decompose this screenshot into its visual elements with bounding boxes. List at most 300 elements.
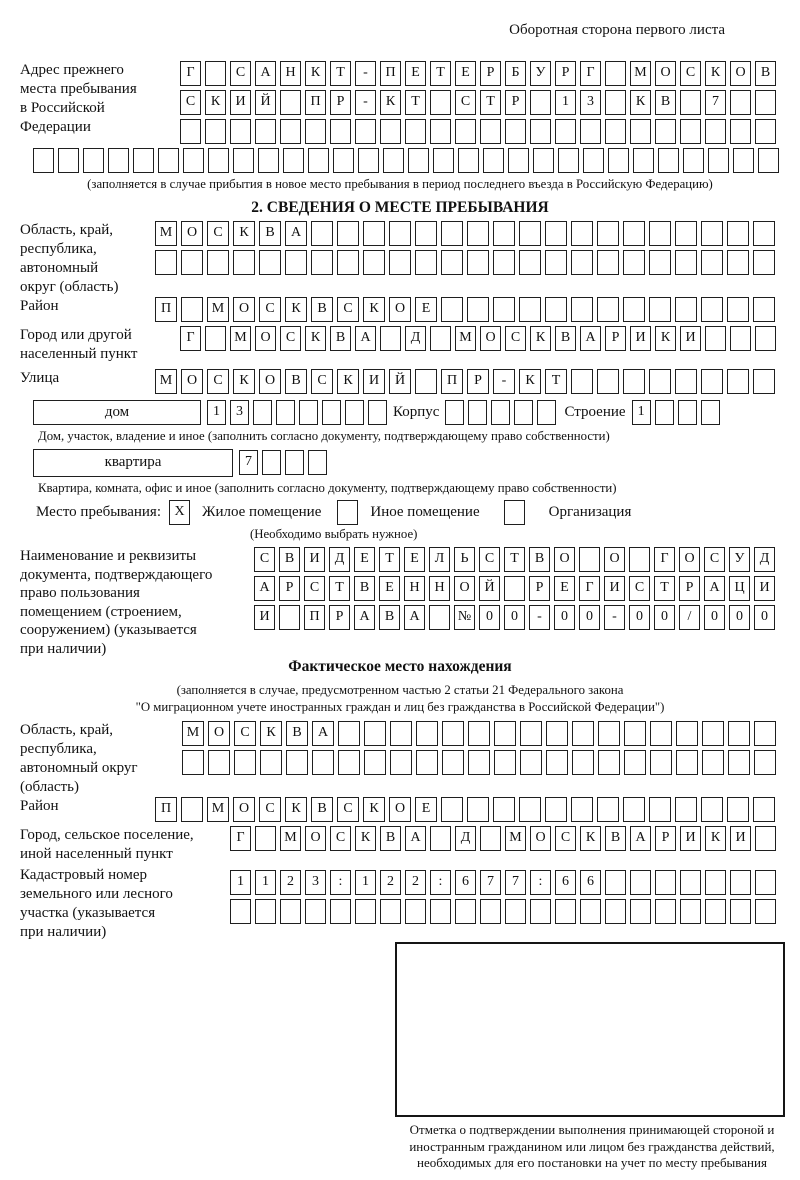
char-cell[interactable]: С <box>479 547 500 572</box>
char-cell[interactable] <box>262 450 281 475</box>
char-cell[interactable]: 0 <box>579 605 600 630</box>
char-cell[interactable]: Р <box>555 61 576 86</box>
char-cell[interactable]: В <box>755 61 776 86</box>
char-cell[interactable]: А <box>355 326 376 351</box>
char-cell[interactable] <box>205 326 226 351</box>
char-cell[interactable]: Н <box>429 576 450 601</box>
char-cell[interactable] <box>305 899 326 924</box>
char-cell[interactable] <box>676 750 698 775</box>
char-cell[interactable] <box>480 826 501 851</box>
char-cell[interactable] <box>276 400 295 425</box>
char-cell[interactable]: М <box>455 326 476 351</box>
char-cell[interactable] <box>519 221 541 246</box>
char-cell[interactable] <box>605 90 626 115</box>
char-cell[interactable]: В <box>380 826 401 851</box>
char-cell[interactable] <box>468 721 490 746</box>
char-cell[interactable] <box>555 899 576 924</box>
char-cell[interactable]: 1 <box>255 870 276 895</box>
char-cell[interactable]: Й <box>389 369 411 394</box>
char-cell[interactable] <box>649 297 671 322</box>
char-cell[interactable] <box>493 221 515 246</box>
char-cell[interactable]: 6 <box>555 870 576 895</box>
char-cell[interactable]: Й <box>479 576 500 601</box>
char-cell[interactable] <box>571 297 593 322</box>
char-cell[interactable]: Е <box>554 576 575 601</box>
char-cell[interactable] <box>533 148 554 173</box>
char-cell[interactable] <box>308 148 329 173</box>
char-cell[interactable]: Й <box>255 90 276 115</box>
char-cell[interactable] <box>283 148 304 173</box>
char-cell[interactable]: Е <box>379 576 400 601</box>
char-cell[interactable]: 7 <box>505 870 526 895</box>
char-cell[interactable] <box>415 250 437 275</box>
char-cell[interactable]: А <box>404 605 425 630</box>
char-cell[interactable]: К <box>655 326 676 351</box>
char-cell[interactable] <box>675 297 697 322</box>
char-cell[interactable] <box>755 899 776 924</box>
char-cell[interactable]: О <box>233 797 255 822</box>
char-cell[interactable] <box>355 119 376 144</box>
char-cell[interactable]: О <box>730 61 751 86</box>
char-cell[interactable] <box>580 899 601 924</box>
char-cell[interactable]: В <box>279 547 300 572</box>
char-cell[interactable]: П <box>305 90 326 115</box>
char-cell[interactable]: С <box>680 61 701 86</box>
char-cell[interactable] <box>545 297 567 322</box>
char-cell[interactable]: Р <box>480 61 501 86</box>
char-cell[interactable] <box>598 721 620 746</box>
char-cell[interactable] <box>493 297 515 322</box>
char-cell[interactable] <box>680 90 701 115</box>
char-cell[interactable] <box>180 119 201 144</box>
char-cell[interactable] <box>345 400 364 425</box>
char-cell[interactable] <box>755 90 776 115</box>
char-cell[interactable] <box>514 400 533 425</box>
char-cell[interactable]: 0 <box>704 605 725 630</box>
char-cell[interactable]: Р <box>279 576 300 601</box>
char-cell[interactable]: Т <box>654 576 675 601</box>
char-cell[interactable] <box>530 90 551 115</box>
char-cell[interactable] <box>730 899 751 924</box>
checkbox-org[interactable] <box>504 500 525 525</box>
char-cell[interactable] <box>597 797 619 822</box>
char-cell[interactable] <box>675 797 697 822</box>
char-cell[interactable]: 6 <box>455 870 476 895</box>
char-cell[interactable]: М <box>182 721 204 746</box>
char-cell[interactable] <box>505 119 526 144</box>
char-cell[interactable] <box>545 250 567 275</box>
char-cell[interactable]: С <box>555 826 576 851</box>
char-cell[interactable] <box>649 221 671 246</box>
char-cell[interactable] <box>208 148 229 173</box>
char-cell[interactable] <box>380 899 401 924</box>
char-cell[interactable] <box>83 148 104 173</box>
char-cell[interactable] <box>364 721 386 746</box>
char-cell[interactable] <box>676 721 698 746</box>
char-cell[interactable]: И <box>254 605 275 630</box>
char-cell[interactable]: К <box>519 369 541 394</box>
char-cell[interactable] <box>494 721 516 746</box>
char-cell[interactable]: 1 <box>207 400 226 425</box>
char-cell[interactable]: Г <box>230 826 251 851</box>
char-cell[interactable]: В <box>311 797 333 822</box>
char-cell[interactable] <box>598 750 620 775</box>
char-cell[interactable] <box>255 119 276 144</box>
char-cell[interactable]: О <box>305 826 326 851</box>
char-cell[interactable]: Р <box>605 326 626 351</box>
char-cell[interactable]: О <box>259 369 281 394</box>
char-cell[interactable] <box>455 899 476 924</box>
char-cell[interactable] <box>680 899 701 924</box>
char-cell[interactable] <box>520 721 542 746</box>
char-cell[interactable]: Е <box>415 297 437 322</box>
char-cell[interactable]: И <box>754 576 775 601</box>
char-cell[interactable] <box>258 148 279 173</box>
char-cell[interactable] <box>181 297 203 322</box>
char-cell[interactable]: К <box>355 826 376 851</box>
char-cell[interactable]: С <box>207 221 229 246</box>
char-cell[interactable]: / <box>679 605 700 630</box>
char-cell[interactable]: Г <box>580 61 601 86</box>
char-cell[interactable] <box>701 797 723 822</box>
char-cell[interactable]: К <box>363 797 385 822</box>
char-cell[interactable] <box>755 826 776 851</box>
char-cell[interactable] <box>623 797 645 822</box>
char-cell[interactable] <box>655 899 676 924</box>
char-cell[interactable]: О <box>389 297 411 322</box>
char-cell[interactable] <box>389 221 411 246</box>
char-cell[interactable] <box>467 297 489 322</box>
char-cell[interactable]: С <box>230 61 251 86</box>
char-cell[interactable]: 0 <box>729 605 750 630</box>
char-cell[interactable] <box>390 721 412 746</box>
char-cell[interactable] <box>546 721 568 746</box>
char-cell[interactable] <box>537 400 556 425</box>
char-cell[interactable]: С <box>259 797 281 822</box>
char-cell[interactable] <box>754 721 776 746</box>
char-cell[interactable] <box>405 899 426 924</box>
char-cell[interactable] <box>701 297 723 322</box>
char-cell[interactable] <box>630 870 651 895</box>
char-cell[interactable]: 0 <box>654 605 675 630</box>
char-cell[interactable] <box>364 750 386 775</box>
char-cell[interactable]: Р <box>330 90 351 115</box>
char-cell[interactable] <box>519 297 541 322</box>
char-cell[interactable] <box>311 221 333 246</box>
char-cell[interactable] <box>491 400 510 425</box>
char-cell[interactable] <box>368 400 387 425</box>
char-cell[interactable]: В <box>330 326 351 351</box>
char-cell[interactable]: О <box>679 547 700 572</box>
char-cell[interactable] <box>230 899 251 924</box>
char-cell[interactable]: В <box>311 297 333 322</box>
char-cell[interactable] <box>299 400 318 425</box>
char-cell[interactable] <box>480 899 501 924</box>
char-cell[interactable] <box>530 899 551 924</box>
char-cell[interactable] <box>655 400 674 425</box>
char-cell[interactable]: Р <box>505 90 526 115</box>
char-cell[interactable]: К <box>705 61 726 86</box>
char-cell[interactable] <box>253 400 272 425</box>
char-cell[interactable]: И <box>630 326 651 351</box>
char-cell[interactable]: 6 <box>580 870 601 895</box>
char-cell[interactable]: В <box>605 826 626 851</box>
char-cell[interactable]: Т <box>504 547 525 572</box>
char-cell[interactable] <box>504 576 525 601</box>
char-cell[interactable] <box>597 250 619 275</box>
char-cell[interactable] <box>441 297 463 322</box>
char-cell[interactable]: Т <box>430 61 451 86</box>
char-cell[interactable] <box>753 250 775 275</box>
char-cell[interactable] <box>430 119 451 144</box>
char-cell[interactable]: 3 <box>305 870 326 895</box>
char-cell[interactable] <box>755 326 776 351</box>
char-cell[interactable]: С <box>311 369 333 394</box>
char-cell[interactable] <box>208 750 230 775</box>
char-cell[interactable]: 0 <box>479 605 500 630</box>
char-cell[interactable]: С <box>629 576 650 601</box>
char-cell[interactable] <box>416 750 438 775</box>
char-cell[interactable] <box>205 61 226 86</box>
char-cell[interactable] <box>363 250 385 275</box>
char-cell[interactable] <box>571 369 593 394</box>
char-cell[interactable]: М <box>505 826 526 851</box>
char-cell[interactable] <box>753 369 775 394</box>
char-cell[interactable]: А <box>255 61 276 86</box>
char-cell[interactable] <box>312 750 334 775</box>
char-cell[interactable] <box>308 450 327 475</box>
char-cell[interactable] <box>390 750 412 775</box>
char-cell[interactable] <box>705 870 726 895</box>
char-cell[interactable] <box>285 450 304 475</box>
char-cell[interactable]: 0 <box>504 605 525 630</box>
char-cell[interactable] <box>108 148 129 173</box>
char-cell[interactable]: М <box>207 297 229 322</box>
char-cell[interactable]: Т <box>405 90 426 115</box>
char-cell[interactable] <box>605 61 626 86</box>
char-cell[interactable] <box>234 750 256 775</box>
char-cell[interactable] <box>181 797 203 822</box>
char-cell[interactable] <box>441 797 463 822</box>
char-cell[interactable]: 2 <box>280 870 301 895</box>
char-cell[interactable] <box>754 750 776 775</box>
char-cell[interactable]: В <box>354 576 375 601</box>
char-cell[interactable] <box>605 899 626 924</box>
char-cell[interactable]: К <box>285 797 307 822</box>
char-cell[interactable]: Р <box>679 576 700 601</box>
char-cell[interactable] <box>363 221 385 246</box>
char-cell[interactable] <box>233 148 254 173</box>
char-cell[interactable]: О <box>530 826 551 851</box>
char-cell[interactable]: Г <box>654 547 675 572</box>
char-cell[interactable] <box>207 250 229 275</box>
char-cell[interactable] <box>311 250 333 275</box>
char-cell[interactable] <box>338 721 360 746</box>
char-cell[interactable]: Е <box>354 547 375 572</box>
char-cell[interactable]: Р <box>655 826 676 851</box>
char-cell[interactable]: А <box>704 576 725 601</box>
char-cell[interactable]: О <box>454 576 475 601</box>
char-cell[interactable] <box>458 148 479 173</box>
char-cell[interactable]: О <box>604 547 625 572</box>
char-cell[interactable]: И <box>304 547 325 572</box>
char-cell[interactable] <box>255 899 276 924</box>
char-cell[interactable]: К <box>233 221 255 246</box>
char-cell[interactable]: К <box>305 61 326 86</box>
char-cell[interactable]: К <box>205 90 226 115</box>
char-cell[interactable]: А <box>580 326 601 351</box>
char-cell[interactable] <box>701 400 720 425</box>
char-cell[interactable]: : <box>430 870 451 895</box>
char-cell[interactable]: М <box>280 826 301 851</box>
char-cell[interactable] <box>430 826 451 851</box>
char-cell[interactable]: И <box>680 826 701 851</box>
char-cell[interactable] <box>519 797 541 822</box>
char-cell[interactable]: Е <box>404 547 425 572</box>
char-cell[interactable] <box>468 400 487 425</box>
char-cell[interactable] <box>572 721 594 746</box>
char-cell[interactable]: 7 <box>239 450 258 475</box>
char-cell[interactable]: И <box>730 826 751 851</box>
char-cell[interactable] <box>455 119 476 144</box>
char-cell[interactable] <box>467 221 489 246</box>
char-cell[interactable] <box>330 899 351 924</box>
char-cell[interactable]: 2 <box>380 870 401 895</box>
char-cell[interactable]: 0 <box>629 605 650 630</box>
char-cell[interactable] <box>727 221 749 246</box>
char-cell[interactable] <box>758 148 779 173</box>
char-cell[interactable] <box>580 119 601 144</box>
char-cell[interactable] <box>624 721 646 746</box>
char-cell[interactable] <box>708 148 729 173</box>
char-cell[interactable] <box>429 605 450 630</box>
char-cell[interactable] <box>380 119 401 144</box>
char-cell[interactable] <box>755 870 776 895</box>
char-cell[interactable]: Е <box>415 797 437 822</box>
char-cell[interactable]: О <box>233 297 255 322</box>
char-cell[interactable] <box>430 899 451 924</box>
char-cell[interactable]: Д <box>329 547 350 572</box>
char-cell[interactable] <box>583 148 604 173</box>
char-cell[interactable] <box>623 297 645 322</box>
char-cell[interactable] <box>286 750 308 775</box>
char-cell[interactable]: Р <box>529 576 550 601</box>
char-cell[interactable] <box>683 148 704 173</box>
char-cell[interactable] <box>571 221 593 246</box>
char-cell[interactable]: С <box>337 297 359 322</box>
char-cell[interactable] <box>733 148 754 173</box>
char-cell[interactable] <box>445 400 464 425</box>
char-cell[interactable] <box>508 148 529 173</box>
char-cell[interactable]: Д <box>754 547 775 572</box>
char-cell[interactable] <box>519 250 541 275</box>
char-cell[interactable] <box>649 797 671 822</box>
char-cell[interactable]: - <box>355 90 376 115</box>
char-cell[interactable] <box>702 750 724 775</box>
char-cell[interactable]: 7 <box>705 90 726 115</box>
char-cell[interactable] <box>623 221 645 246</box>
char-cell[interactable] <box>597 369 619 394</box>
char-cell[interactable] <box>322 400 341 425</box>
char-cell[interactable] <box>338 750 360 775</box>
char-cell[interactable]: Н <box>280 61 301 86</box>
char-cell[interactable]: М <box>155 369 177 394</box>
char-cell[interactable]: С <box>254 547 275 572</box>
char-cell[interactable] <box>467 797 489 822</box>
char-cell[interactable]: А <box>254 576 275 601</box>
char-cell[interactable] <box>730 326 751 351</box>
char-cell[interactable] <box>58 148 79 173</box>
char-cell[interactable] <box>649 250 671 275</box>
char-cell[interactable] <box>415 221 437 246</box>
char-cell[interactable] <box>629 547 650 572</box>
char-cell[interactable]: Д <box>405 326 426 351</box>
char-cell[interactable]: 7 <box>480 870 501 895</box>
char-cell[interactable] <box>675 221 697 246</box>
char-cell[interactable]: 1 <box>355 870 376 895</box>
char-cell[interactable]: Г <box>180 61 201 86</box>
char-cell[interactable]: С <box>704 547 725 572</box>
char-cell[interactable] <box>358 148 379 173</box>
char-cell[interactable]: С <box>180 90 201 115</box>
char-cell[interactable]: К <box>705 826 726 851</box>
char-cell[interactable]: О <box>208 721 230 746</box>
char-cell[interactable] <box>545 797 567 822</box>
char-cell[interactable]: К <box>233 369 255 394</box>
char-cell[interactable]: И <box>680 326 701 351</box>
char-cell[interactable]: К <box>305 326 326 351</box>
char-cell[interactable]: У <box>729 547 750 572</box>
char-cell[interactable] <box>633 148 654 173</box>
char-cell[interactable]: В <box>285 369 307 394</box>
char-cell[interactable] <box>279 605 300 630</box>
char-cell[interactable] <box>730 870 751 895</box>
char-cell[interactable]: В <box>286 721 308 746</box>
char-cell[interactable] <box>33 148 54 173</box>
char-cell[interactable]: О <box>480 326 501 351</box>
char-cell[interactable] <box>133 148 154 173</box>
char-cell[interactable]: 2 <box>405 870 426 895</box>
char-cell[interactable]: А <box>285 221 307 246</box>
char-cell[interactable]: М <box>207 797 229 822</box>
char-cell[interactable] <box>655 119 676 144</box>
char-cell[interactable] <box>305 119 326 144</box>
char-cell[interactable]: С <box>234 721 256 746</box>
char-cell[interactable]: К <box>260 721 282 746</box>
char-cell[interactable]: С <box>259 297 281 322</box>
char-cell[interactable] <box>675 369 697 394</box>
char-cell[interactable] <box>337 250 359 275</box>
char-cell[interactable]: К <box>363 297 385 322</box>
char-cell[interactable] <box>468 750 490 775</box>
char-cell[interactable] <box>702 721 724 746</box>
char-cell[interactable]: А <box>630 826 651 851</box>
char-cell[interactable]: - <box>529 605 550 630</box>
char-cell[interactable] <box>408 148 429 173</box>
char-cell[interactable]: 1 <box>555 90 576 115</box>
char-cell[interactable] <box>701 250 723 275</box>
char-cell[interactable]: П <box>304 605 325 630</box>
char-cell[interactable]: Г <box>180 326 201 351</box>
char-cell[interactable]: О <box>389 797 411 822</box>
char-cell[interactable] <box>442 721 464 746</box>
char-cell[interactable]: О <box>554 547 575 572</box>
char-cell[interactable]: С <box>337 797 359 822</box>
char-cell[interactable] <box>405 119 426 144</box>
char-cell[interactable] <box>728 721 750 746</box>
char-cell[interactable] <box>441 221 463 246</box>
char-cell[interactable] <box>727 797 749 822</box>
